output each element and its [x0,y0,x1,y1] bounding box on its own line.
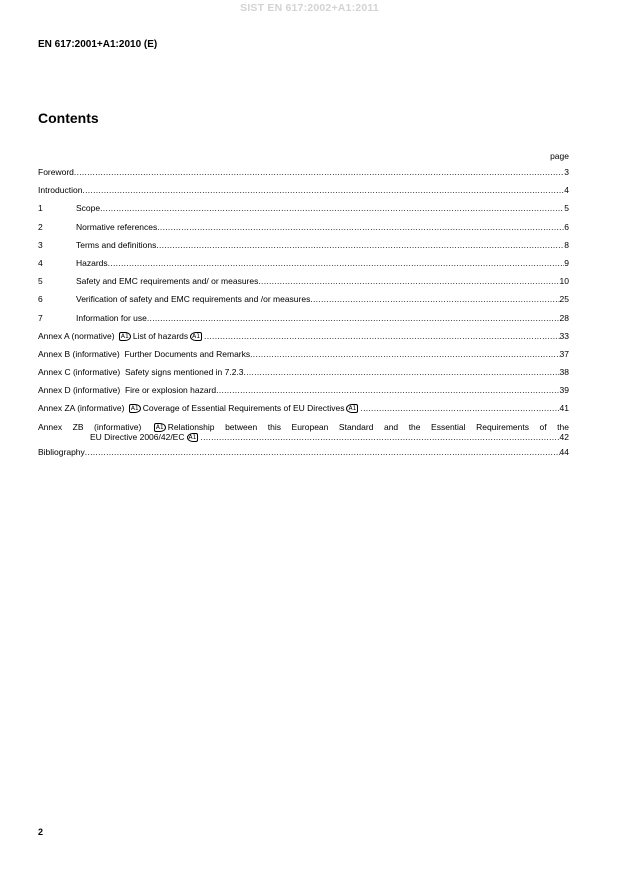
dot-leader [204,331,559,341]
annex-label: Annex B (informative) [38,348,120,359]
dot-leader [244,367,560,377]
toc-entry-terms-definitions[interactable] [38,240,569,258]
dot-leader [147,313,560,323]
toc-number: 4 [38,257,43,268]
dot-leader [360,403,559,413]
toc-page: 8 [564,239,569,250]
dot-leader [200,432,559,443]
toc-number: 3 [38,239,43,250]
toc-title: Fire or explosion hazard [124,385,217,396]
dot-leader [157,222,564,232]
toc-page: 5 [564,203,569,214]
toc-page: 37 [559,348,569,359]
toc-entry-annex-a[interactable] [38,331,569,349]
watermark: SIST EN 617:2002+A1:2011 [240,2,379,14]
amendment-end-marker: A1 [192,332,201,340]
dot-leader [250,349,559,359]
toc-title: Safety and EMC requirements and/ or measures [76,276,259,287]
toc-page: 42 [559,432,569,443]
dot-leader [85,447,560,457]
amendment-end-marker: A1 [188,434,197,442]
amendment-start-marker: A1 [155,423,164,431]
toc-title: List of hazards [132,330,189,341]
annex-label: Annex C (informative) [38,367,121,378]
toc-title: Introduction [38,185,83,196]
amendment-start-marker: A1 [130,405,139,413]
toc-entry-information-for-use[interactable] [38,313,569,331]
toc-page: 25 [559,294,569,305]
toc-number: 7 [38,312,43,323]
toc-number: 1 [38,203,43,214]
page-number: 2 [38,827,44,837]
toc-page: 38 [559,367,569,378]
page-title: Contents [38,110,99,126]
toc-page: 10 [559,276,569,287]
annex-label: Annex ZA (informative) [38,403,125,414]
toc-entry-scope[interactable] [38,203,569,221]
toc-number: 5 [38,276,43,287]
document-identifier: EN 617:2001+A1:2010 (E) [38,39,158,50]
dot-leader [310,294,559,304]
toc-page: 44 [559,446,569,457]
dot-leader [82,185,564,195]
toc-title: Bibliography [38,446,85,457]
toc-page: 28 [559,312,569,323]
toc-entry-hazards[interactable] [38,258,569,276]
table-of-contents [38,167,569,465]
toc-entry-normative-references[interactable] [38,222,569,240]
toc-page: 33 [559,330,569,341]
toc-title: Safety signs mentioned in 7.2.3 [124,367,244,378]
dot-leader [258,276,559,286]
toc-entry-verification[interactable] [38,294,569,312]
amendment-end-marker: A1 [348,405,357,413]
toc-title-continued: EU Directive 2006/42/EC [90,432,185,443]
annex-label: Annex D (informative) [38,385,121,396]
dot-leader [100,203,564,213]
toc-title: Information for use [76,312,147,323]
toc-entry-foreword[interactable] [38,167,569,185]
toc-title: Further Documents and Remarks [124,348,251,359]
page-column-label: page [550,151,569,161]
dot-leader [108,258,565,268]
toc-title: Coverage of Essential Requirements of EU Directives [142,403,345,414]
toc-title: Relationship between this European Standard and the Essential Requirements of the [167,421,569,432]
annex-label: Annex ZB (informative) [38,421,142,432]
toc-number: 6 [38,294,43,305]
toc-title: Terms and definitions [76,239,157,250]
toc-page: 4 [564,185,569,196]
toc-entry-safety-requirements[interactable] [38,276,569,294]
dot-leader [216,385,559,395]
amendment-start-marker: A1 [120,332,129,340]
toc-page: 6 [564,221,569,232]
toc-entry-annex-c[interactable] [38,367,569,385]
annex-label: Annex A (normative) [38,330,115,341]
toc-entry-bibliography[interactable] [38,447,569,465]
toc-number: 2 [38,221,43,232]
toc-page: 41 [559,403,569,414]
toc-title: Scope [76,203,101,214]
toc-title: Verification of safety and EMC requirements and /or measures [76,294,311,305]
dot-leader [156,240,564,250]
toc-entry-introduction[interactable] [38,185,569,203]
toc-page: 3 [564,167,569,177]
toc-entry-annex-b[interactable] [38,349,569,367]
toc-page: 39 [559,385,569,396]
toc-title: Hazards [76,257,108,268]
toc-entry-annex-d[interactable] [38,385,569,403]
toc-title: Foreword [38,167,74,177]
toc-entry-annex-zb[interactable] [38,422,569,443]
toc-page: 9 [564,257,569,268]
toc-title: Normative references [76,221,158,232]
toc-entry-annex-za[interactable] [38,403,569,421]
dot-leader [74,167,564,177]
